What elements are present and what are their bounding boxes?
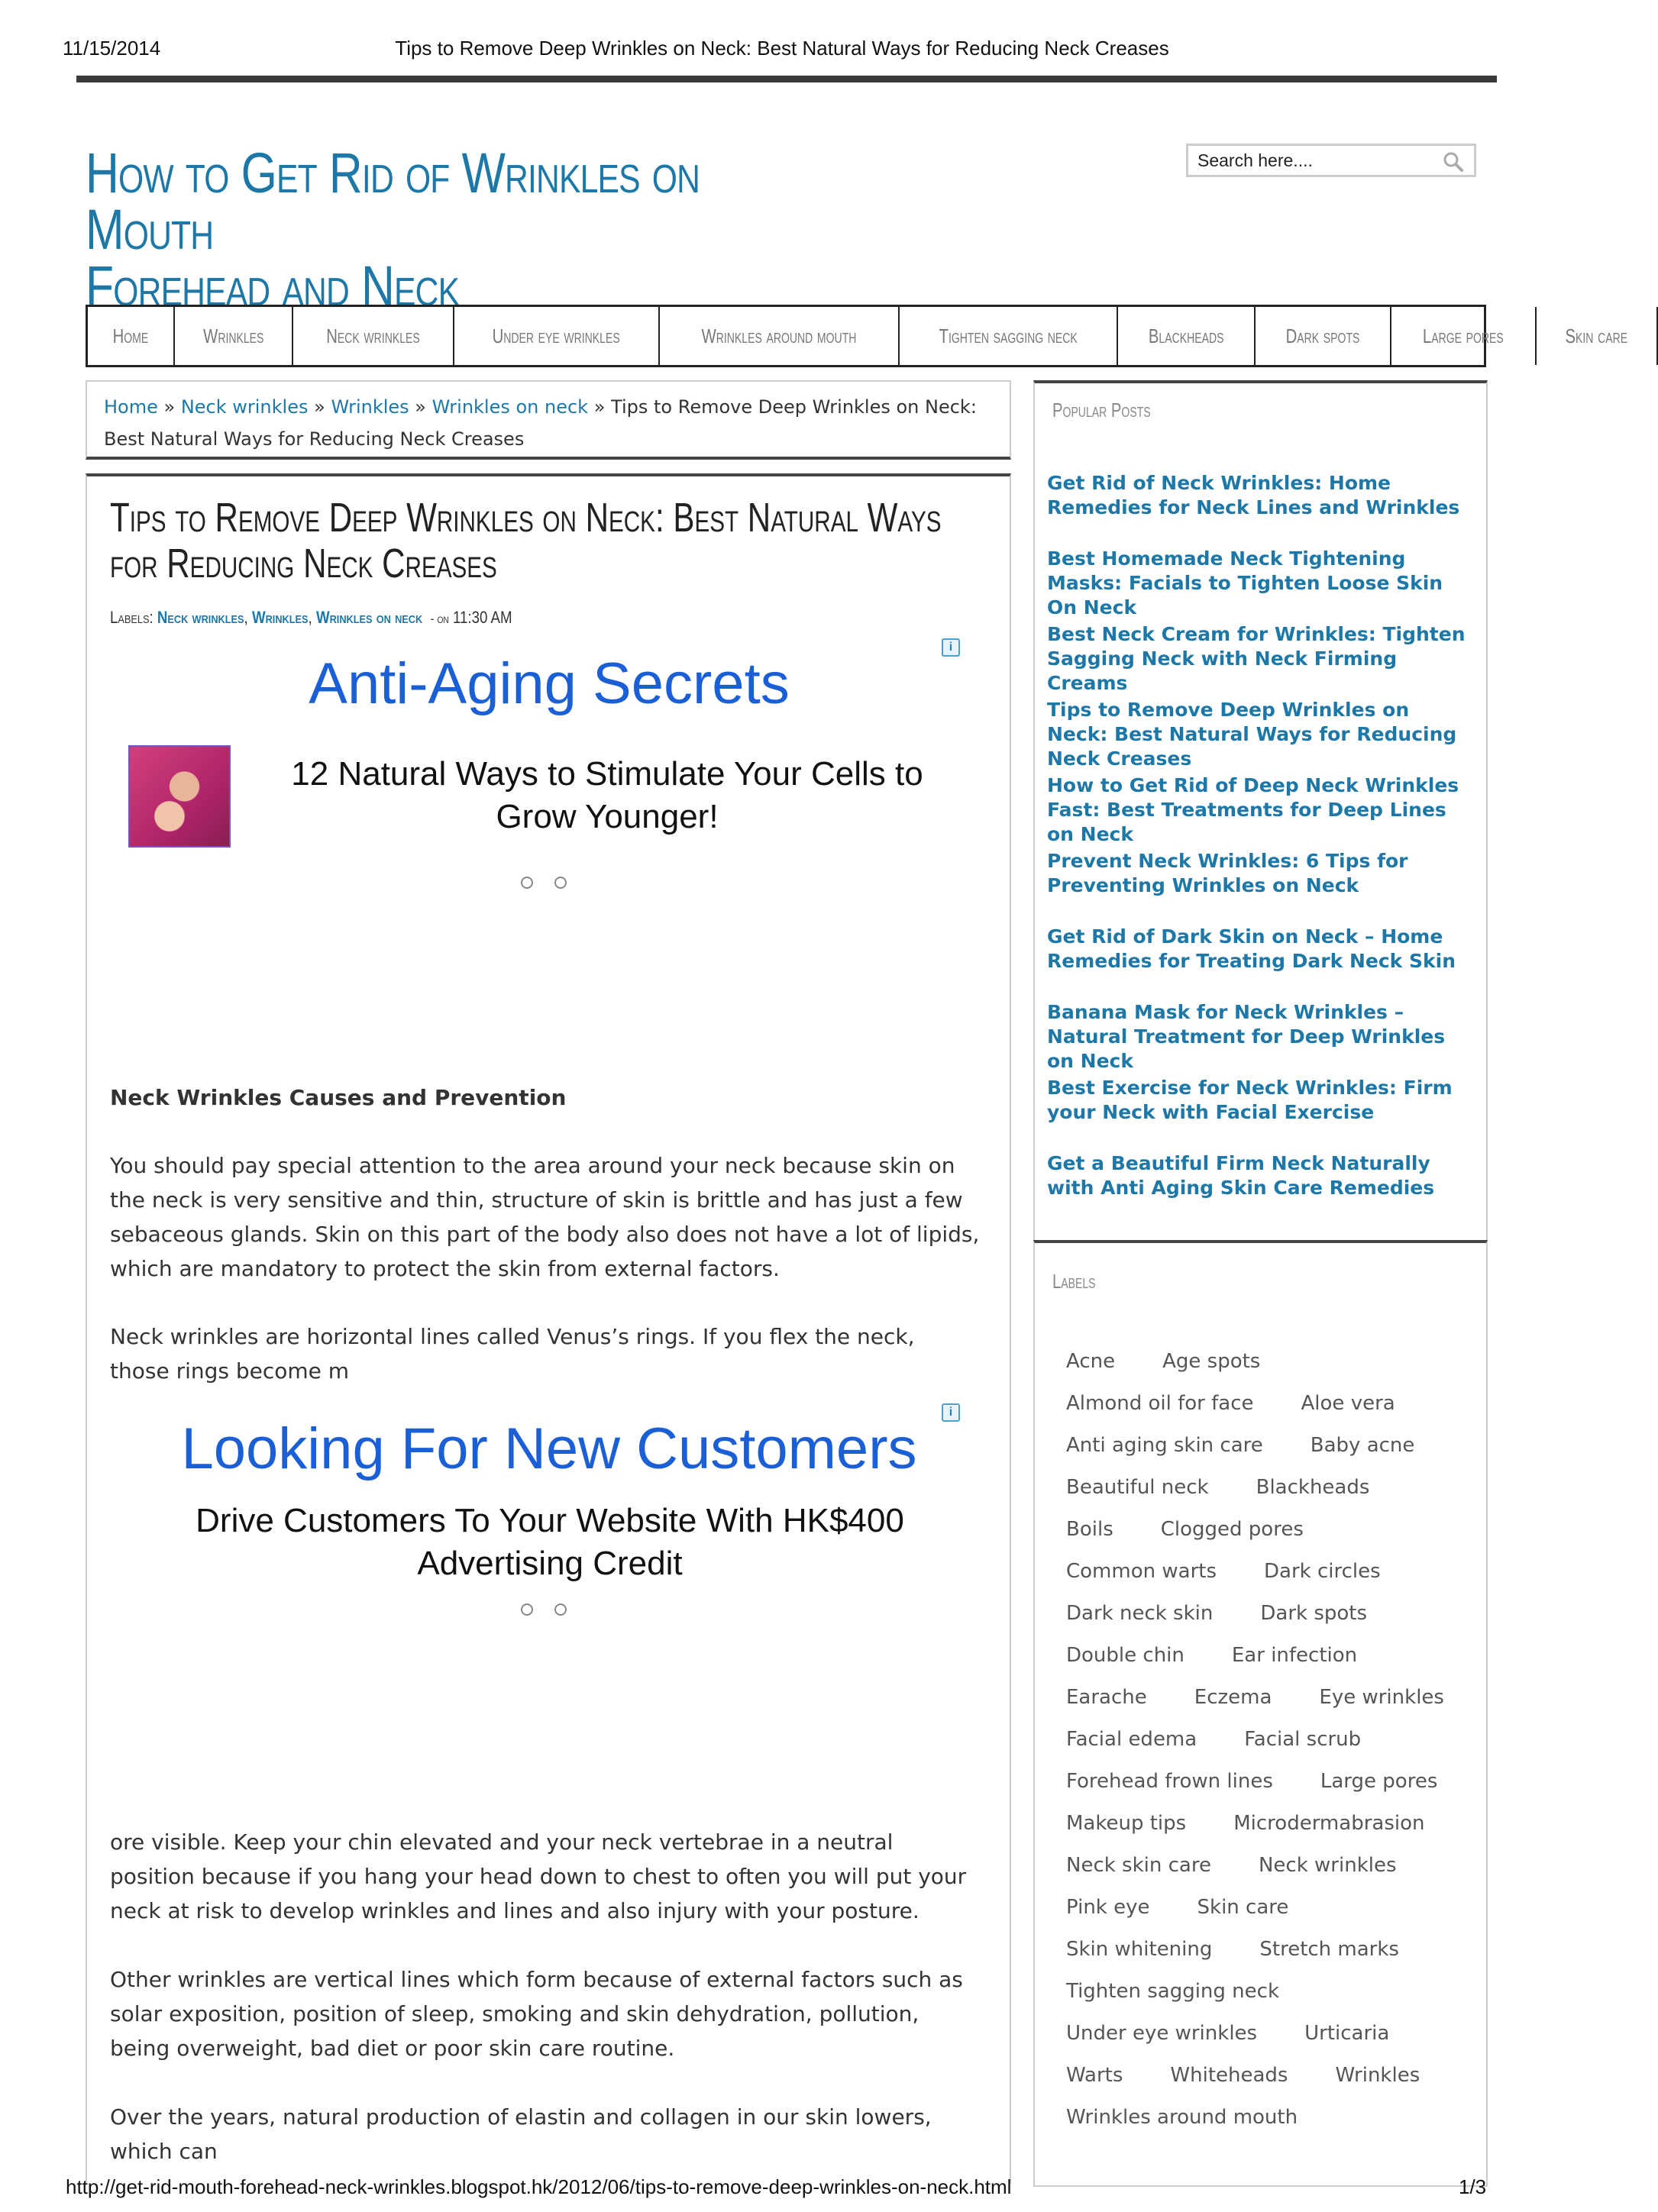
label-row [1066,2022,1437,2045]
popular-post-link[interactable]: Banana Mask for Neck Wrinkles – Natural Treatment for Deep Wrinkles on Neck [1047,1001,1446,1072]
label-link[interactable]: Wrinkles [1335,2064,1420,2087]
label-link[interactable]: Earache [1066,1686,1147,1709]
ad-carousel-dot[interactable] [554,877,567,889]
label-row [1066,1644,1404,1667]
print-url: http://get-rid-mouth-forehead-neck-wrinkles.blogspot.hk/2012/06/tips-to-remove-deep-wrinkles-on-neck.html [66,2175,1012,2198]
ad-body-text[interactable]: Drive Customers To Your Website With HK$400 Advertising Credit [196,1502,904,1582]
label-link[interactable]: Dark circles [1264,1560,1381,1583]
popular-post-link[interactable]: Get Rid of Dark Skin on Neck – Home Remedies for Treating Dark Neck Skin [1047,925,1456,972]
popular-posts-title: Popular Posts [1052,399,1151,421]
blog-title-line-2[interactable]: Forehead and Neck [86,254,460,318]
label-row [1066,1392,1443,1415]
label-link[interactable]: Skin whitening [1066,1938,1213,1961]
label-link[interactable]: Clogged pores [1160,1518,1304,1541]
article-paragraph: Neck wrinkles are horizontal lines called Venus’s rings. If you flex the neck, those rings become m [110,1324,915,1384]
popular-post-link[interactable]: Best Neck Cream for Wrinkles: Tighten Sagging Neck with Neck Firming Creams [1047,623,1466,694]
nav-item-blackheads[interactable]: Blackheads [1118,307,1256,365]
popular-post-link[interactable]: Best Exercise for Neck Wrinkles: Firm your Neck with Facial Exercise [1047,1077,1453,1123]
label-link[interactable]: Blackheads [1256,1476,1370,1499]
label-row [1066,1896,1336,1919]
label-link[interactable]: Pink eye [1066,1896,1150,1919]
label-link[interactable]: Dark spots [1260,1602,1368,1625]
nav-item-home[interactable]: Home [88,307,175,365]
label-row [1066,1686,1492,1709]
ad-headline[interactable]: Looking For New Customers [181,1416,917,1481]
post-labels: Labels: Neck wrinkles, Wrinkles, Wrinkles on neck - on 11:30 AM [110,608,512,627]
post-title: Tips to Remove Deep Wrinkles on Neck: Best Natural Ways for Reducing Neck Creases [110,495,942,586]
article-paragraph: You should pay special attention to the area around your neck because skin on the neck is very sensitive and thin, structure of skin is brittle and has just a few sebaceous glands. Skin on this part of the body also does not have a lot of lipids, which are mandatory to protect the skin from external factors. [110,1153,980,1281]
label-row [1066,1812,1472,1835]
label-link[interactable]: Baby acne [1310,1434,1415,1457]
print-page-number: 1/3 [1459,2175,1487,2198]
breadcrumb-link-home[interactable]: Home [104,396,158,418]
ad-carousel-dot[interactable] [521,877,533,889]
main-nav [86,305,1628,367]
nav-item-skin-care[interactable]: Skin care [1537,307,1658,365]
print-header-rule [76,76,1497,82]
label-link[interactable]: Almond oil for face [1066,1392,1254,1415]
label-link[interactable]: Skin care [1197,1896,1289,1919]
label-link[interactable]: Eye wrinkles [1319,1686,1444,1709]
search-icon[interactable] [1443,152,1463,172]
print-page-title: Tips to Remove Deep Wrinkles on Neck: Best Natural Ways for Reducing Neck Creases [395,37,1169,60]
label-link[interactable]: Beautiful neck [1066,1476,1209,1499]
article-paragraph: Other wrinkles are vertical lines which form because of external factors such as solar exposition, position of sleep, smoking and skin dehydration, pollution, being overweight, bad diet or poor skin care routine. [110,1967,963,2061]
popular-post-link[interactable]: How to Get Rid of Deep Neck Wrinkles Fast: Best Treatments for Deep Lines on Neck [1047,774,1459,845]
ad-info-icon[interactable]: i [942,638,960,657]
nav-item-tighten-sagging-neck[interactable]: Tighten sagging neck [900,307,1118,365]
breadcrumb-separator: » [308,396,331,418]
article-paragraph: ore visible. Keep your chin elevated and your neck vertebrae in a neutral position because if you hang your head down to chest to often you will put your neck at risk to develop wrinkles and lines and also injury with your posture. [110,1829,967,1923]
blog-title[interactable] [86,141,712,318]
ad-carousel-dot[interactable] [521,1603,533,1616]
nav-item-dark-spots[interactable]: Dark spots [1256,307,1391,365]
label-row [1066,2106,1345,2129]
ad-body-text[interactable]: 12 Natural Ways to Stimulate Your Cells to Grow Younger! [291,755,923,835]
breadcrumb-link-neck-wrinkles[interactable]: Neck wrinkles [180,396,309,418]
label-link[interactable]: Stretch marks [1259,1938,1399,1961]
label-link[interactable]: Facial scrub [1244,1728,1362,1751]
label-row [1066,1728,1408,1751]
label-link[interactable]: Anti aging skin care [1066,1434,1263,1457]
label-link[interactable]: Double chin [1066,1644,1185,1667]
label-link[interactable]: Facial edema [1066,1728,1197,1751]
ad-info-icon[interactable]: i [942,1403,960,1422]
label-row [1066,1434,1462,1457]
post-time-prefix: - on [430,612,449,626]
ad-carousel-dot[interactable] [554,1603,567,1616]
nav-item-large-pores[interactable]: Large pores [1391,307,1537,365]
blog-title-line-1[interactable]: How to Get Rid of Wrinkles on Mouth [86,141,700,261]
post-labels-prefix: Labels: [110,608,154,627]
label-row [1066,2064,1467,2087]
label-link[interactable]: Under eye wrinkles [1066,2022,1258,2045]
popular-post-link[interactable]: Prevent Neck Wrinkles: 6 Tips for Preventing Wrinkles on Neck [1047,850,1408,896]
breadcrumb-current: Tips to Remove Deep Wrinkles on Neck: Best Natural Ways for Reducing Neck Creases [104,396,977,450]
nav-item-under-eye-wrinkles[interactable]: Under eye wrinkles [454,307,659,365]
print-date: 11/15/2014 [63,37,161,60]
label-row [1066,1476,1417,1499]
label-row [1066,1938,1446,1961]
label-link[interactable]: Aloe vera [1301,1392,1395,1415]
label-row [1066,1854,1444,1877]
label-link[interactable]: Eczema [1194,1686,1272,1709]
label-link[interactable]: Tighten sagging neck [1066,1980,1280,2003]
label-link[interactable]: Large pores [1320,1770,1438,1793]
search-input[interactable] [1188,146,1427,175]
label-link[interactable]: Neck skin care [1066,1854,1211,1877]
label-link[interactable]: Makeup tips [1066,1812,1187,1835]
labels-widget [1033,1240,1488,2187]
nav-item-wrinkles[interactable]: Wrinkles [175,307,294,365]
breadcrumb-separator: » [157,396,181,418]
label-link[interactable]: Boils [1066,1518,1113,1541]
label-link[interactable]: Neck wrinkles [1258,1854,1397,1877]
article-heading: Neck Wrinkles Causes and Prevention [110,1085,567,1110]
label-row [1066,1602,1414,1625]
breadcrumb-link-wrinkles-on-neck[interactable]: Wrinkles on neck [431,396,589,418]
post-label-wrinkles-on-neck[interactable]: Wrinkles on neck [315,608,423,627]
label-row [1066,1770,1485,1793]
label-row [1066,1560,1428,1583]
label-row [1066,1518,1351,1541]
breadcrumb-link-wrinkles[interactable]: Wrinkles [331,396,409,418]
breadcrumb-separator: » [588,396,612,418]
label-link[interactable]: Ear infection [1231,1644,1358,1667]
label-row [1066,1350,1307,1373]
label-link[interactable]: Urticaria [1304,2022,1390,2045]
ad-carousel-dots [521,1603,567,1616]
label-link[interactable]: Acne [1066,1350,1116,1373]
label-link[interactable]: Age spots [1162,1350,1261,1373]
labels-title: Labels [1052,1270,1096,1293]
ad-carousel-dots [521,877,567,889]
label-link[interactable]: Wrinkles around mouth [1066,2106,1298,2129]
popular-post-link[interactable]: Get a Beautiful Firm Neck Naturally with Anti Aging Skin Care Remedies [1047,1152,1435,1199]
search-box [1186,144,1476,177]
popular-post-link[interactable]: Best Homemade Neck Tightening Masks: Facials to Tighten Loose Skin On Neck [1047,547,1443,618]
nav-item-wrinkles-around-mouth[interactable]: Wrinkles around mouth [660,307,900,365]
post-label-neck-wrinkles[interactable]: Neck wrinkles [157,608,244,627]
article-paragraph: Over the years, natural production of elastin and collagen in our skin lowers, which can [110,2104,932,2164]
label-row [1066,1980,1327,2003]
ad-thumbnail-image[interactable] [128,745,231,848]
label-link[interactable]: Microdermabrasion [1233,1812,1425,1835]
label-link[interactable]: Common warts [1066,1560,1217,1583]
label-link[interactable]: Whiteheads [1170,2064,1288,2087]
label-link[interactable]: Dark neck skin [1066,1602,1214,1625]
popular-post-link[interactable]: Tips to Remove Deep Wrinkles on Neck: Best Natural Ways for Reducing Neck Creases [1047,699,1457,770]
ad-headline[interactable]: Anti-Aging Secrets [309,651,790,716]
breadcrumb [86,380,1011,460]
popular-post-link[interactable]: Get Rid of Neck Wrinkles: Home Remedies for Neck Lines and Wrinkles [1047,472,1460,518]
post-label-wrinkles[interactable]: Wrinkles [251,608,309,627]
label-link[interactable]: Forehead frown lines [1066,1770,1273,1793]
label-link[interactable]: Warts [1066,2064,1123,2087]
nav-item-neck-wrinkles[interactable]: Neck wrinkles [293,307,454,365]
post-time: 11:30 AM [452,608,512,627]
breadcrumb-separator: » [409,396,432,418]
